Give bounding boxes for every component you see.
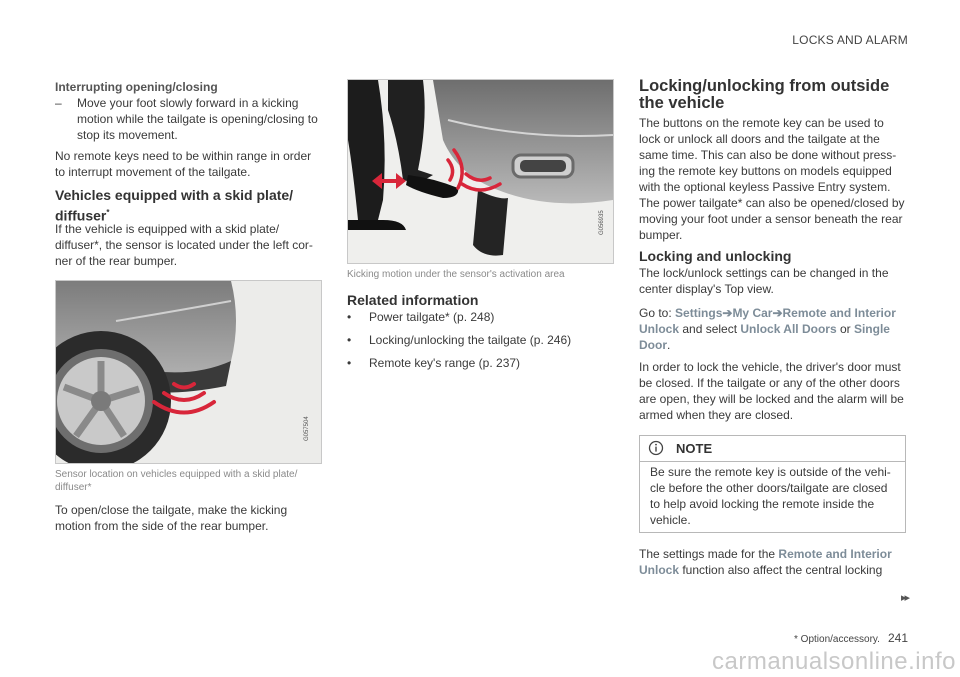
related-info-heading: Related information [347, 292, 479, 308]
arrow-right-icon: ➔ [772, 306, 783, 320]
list-item[interactable] [347, 309, 612, 325]
goto-instruction [639, 305, 907, 353]
section-header: LOCKS AND ALARM [792, 33, 908, 47]
remote-range-note: No remote keys need to be within range in order to interrupt movement of the tailgate. [55, 149, 312, 179]
open-close-text: To open/close the tailgate, make the kicking motion from the side of the rear bumper. [55, 503, 288, 533]
heading-skid-plate [55, 187, 305, 225]
sensor-location-illustration [56, 281, 321, 463]
period: . [667, 338, 671, 352]
related-link[interactable]: Locking/unlocking the tailgate (p. 246) [369, 333, 572, 347]
next-page-icon[interactable]: ▸▸ [900, 592, 908, 604]
intro-text: The buttons on the remote key can be used to lock or unlock all doors and the tailgate at the same time. This can also be done without press- ing the remote key buttons on models equipped with the optional keyless Passive Entry system. The power tailgate* can also be opened/closed by moving your foot under a sensor beneath the rear bumper. [639, 116, 905, 242]
interrupt-step [55, 95, 320, 143]
or-text: or [836, 322, 854, 336]
goto-prefix: Go to: [639, 306, 676, 320]
menu-remote-interior-unlock: Remote and Interior Unlock [639, 306, 896, 336]
arrow-right-icon: ➔ [722, 306, 733, 320]
page-footer [794, 631, 908, 645]
figure-kicking-motion [347, 79, 614, 264]
skid-plate-text: If the vehicle is equipped with a skid plate/ diffuser*, the sensor is located under the left cor- ner of the rear bumper. [55, 222, 313, 268]
figure1-code: G057504 [304, 416, 310, 441]
info-icon [648, 440, 664, 456]
settings-made-function: Remote and Interior Unlock [639, 547, 892, 577]
list-item[interactable] [347, 355, 612, 371]
note-label: NOTE [676, 440, 713, 456]
note-box [639, 435, 906, 533]
page-number: 241 [887, 631, 908, 645]
bullet-marker: • [347, 333, 352, 347]
dash-marker: – [55, 96, 62, 110]
figure2-code: G056935 [599, 210, 605, 235]
related-link[interactable]: Power tailgate* (p. 248) [369, 310, 495, 324]
interrupt-step-text: Move your foot slowly forward in a kicking motion while the tailgate is opening/closing to stop its movement. [77, 96, 318, 142]
related-info-list [347, 309, 612, 371]
heading-interrupting: Interrupting opening/closing [55, 80, 218, 94]
footnote-option: * Option/accessory. [794, 634, 880, 645]
menu-settings: Settings [675, 306, 723, 320]
note-divider [640, 461, 905, 462]
bullet-marker: • [347, 356, 352, 370]
list-item[interactable] [347, 332, 612, 348]
bullet-marker: • [347, 310, 352, 324]
kicking-motion-illustration [348, 80, 613, 263]
related-link[interactable]: Remote key's range (p. 237) [369, 356, 521, 370]
option-unlock-all-doors: Unlock All Doors [740, 322, 837, 336]
figure2-caption: Kicking motion under the sensor's activation area [347, 269, 565, 280]
settings-text: The lock/unlock settings can be changed in the center display's Top view. [639, 266, 889, 296]
heading-skid-plate-text: Vehicles equipped with a skid plate/ diffuser [55, 187, 294, 224]
figure1-caption: Sensor location on vehicles equipped with a skid plate/ diffuser* [55, 469, 298, 493]
settings-made-prefix: The settings made for the [639, 547, 779, 561]
settings-made-text [639, 546, 907, 578]
note-text: Be sure the remote key is outside of the vehi- cle before the other doors/tailgate are closed to help avoid locking the remote inside the vehicle. [650, 465, 891, 527]
settings-made-suffix: function also affect the central locking [679, 563, 883, 577]
menu-my-car: My Car [732, 306, 773, 320]
option-single-door: Single Door [639, 322, 890, 352]
main-heading: Locking/unlocking from outside the vehicle [639, 77, 890, 112]
lock-rule-text: In order to lock the vehicle, the driver's door must be closed. If the tailgate or any of the other doors are open, they will be locked and the alarm will be armed when they are closed. [639, 360, 904, 422]
and-select-text: and select [679, 322, 741, 336]
watermark: carmanualsonline.info [712, 648, 956, 675]
note-header [648, 440, 712, 456]
figure-sensor-location [55, 280, 322, 464]
locking-unlocking-heading: Locking and unlocking [639, 248, 792, 264]
option-asterisk: * [106, 208, 110, 217]
